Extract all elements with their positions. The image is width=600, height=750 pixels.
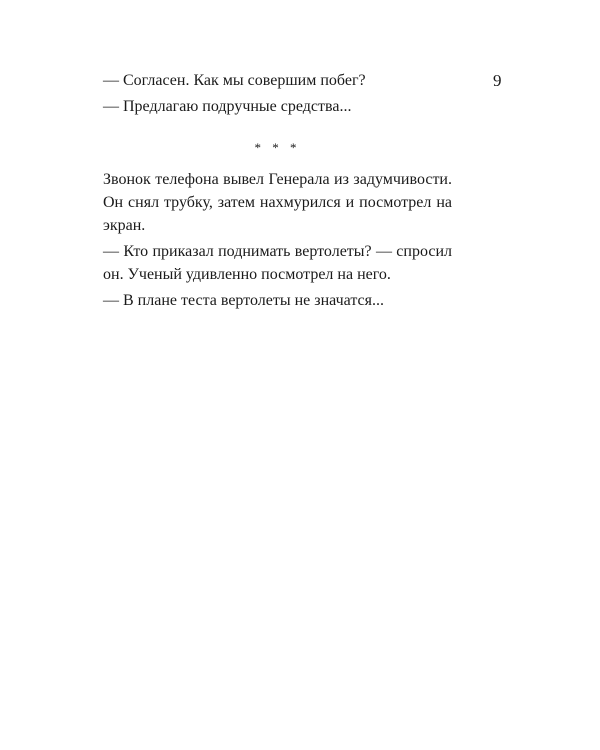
page-number: 9	[493, 71, 502, 90]
dialogue-line-3: — Кто приказал поднимать вертолеты? — спросил он. Ученый удивленно посмотрел на него.	[103, 243, 452, 283]
narrative-paragraph: Звонок телефона вывел Генерала из задумчивости. Он снял трубку, затем нахмурился и посмотрел на экран.	[103, 171, 452, 234]
dialogue-line-4: — В плане теста вертолеты не значатся...	[103, 292, 385, 309]
text-block	[103, 69, 452, 315]
dialogue-line-2: — Предлагаю подручные средства...	[103, 98, 352, 115]
section-separator: * * *	[254, 140, 301, 155]
dialogue-line-1: — Согласен. Как мы совершим побег?	[103, 72, 366, 89]
